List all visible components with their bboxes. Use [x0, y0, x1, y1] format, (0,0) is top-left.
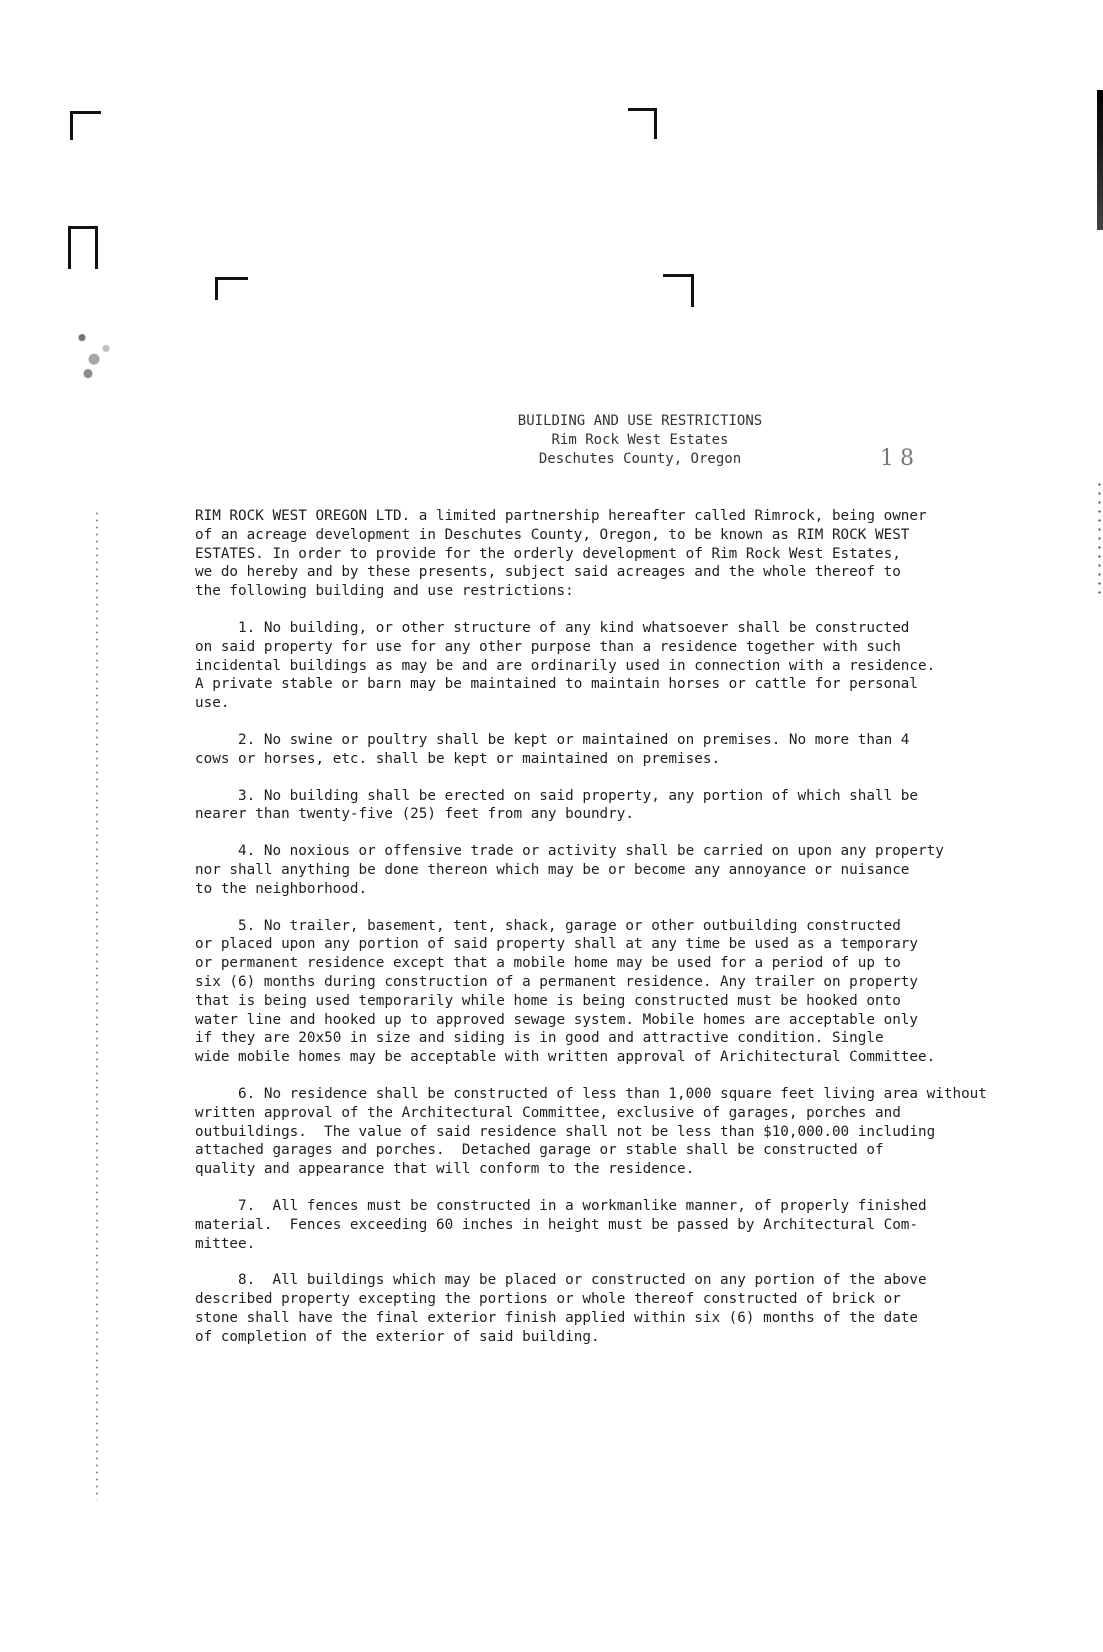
restriction-8	[195, 1271, 1055, 1346]
frame-mark-inner-left	[215, 277, 248, 300]
restriction-4	[195, 842, 1055, 898]
restriction-line: material. Fences exceeding 60 inches in height must be passed by Architectural Com-	[195, 1216, 919, 1233]
restriction-line: to the neighborhood.	[195, 880, 368, 897]
document-title: BUILDING AND USE RESTRICTIONS	[517, 413, 763, 429]
scan-dotted-edge	[96, 510, 98, 1500]
intro-line: the following building and use restrictions:	[195, 583, 574, 600]
paragraph-gap	[195, 1179, 1055, 1197]
paragraph-gap	[195, 899, 1055, 917]
restriction-line: wide mobile homes may be acceptable with written approval of Arichitectural Committee.	[195, 1049, 936, 1066]
paragraph-gap	[195, 769, 1055, 787]
restriction-line: 5. No trailer, basement, tent, shack, garage or other outbuilding constructed	[195, 917, 901, 934]
document-body	[195, 507, 1055, 1346]
frame-mark-top-left	[70, 111, 101, 140]
restriction-2	[195, 731, 1055, 769]
scan-right-edge	[1097, 90, 1103, 230]
restriction-line: 1. No building, or other structure of any kind whatsoever shall be constructed	[195, 619, 910, 636]
restriction-line: described property excepting the portions or whole thereof constructed of brick or	[195, 1291, 901, 1308]
restriction-line: use.	[195, 695, 230, 712]
recording-stamp: 18	[880, 446, 920, 471]
restriction-line: attached garages and porches. Detached garage or stable shall be constructed of	[195, 1142, 884, 1159]
restriction-line: of completion of the exterior of said building.	[195, 1328, 600, 1345]
intro-line: RIM ROCK WEST OREGON LTD. a limited partnership hereafter called Rimrock, being owner	[195, 508, 927, 524]
restriction-line: incidental buildings as may be and are ordinarily used in connection with a residence.	[195, 657, 936, 674]
frame-mark-bracket	[68, 226, 98, 269]
restriction-5	[195, 917, 1055, 1067]
restriction-6	[195, 1085, 1055, 1179]
restriction-line: 2. No swine or poultry shall be kept or maintained on premises. No more than 4	[195, 731, 910, 748]
restriction-line: that is being used temporarily while home is being constructed must be hooked onto	[195, 992, 901, 1009]
restriction-line: stone shall have the final exterior finish applied within six (6) months of the date	[195, 1309, 919, 1326]
paragraph-gap	[195, 1067, 1055, 1085]
restriction-line: 3. No building shall be erected on said property, any portion of which shall be	[195, 787, 919, 804]
paragraph-gap	[195, 601, 1055, 619]
estate-name: Rim Rock West Estates	[551, 432, 729, 448]
restriction-line: quality and appearance that will conform to the residence.	[195, 1161, 695, 1178]
intro-line: we do hereby and by these presents, subject said acreages and the whole thereof to	[195, 564, 901, 581]
intro-paragraph	[195, 507, 1055, 601]
paragraph-gap	[195, 713, 1055, 731]
restriction-line: written approval of the Architectural Committee, exclusive of garages, porches and	[195, 1104, 901, 1121]
frame-mark-inner-right	[663, 274, 694, 307]
restriction-line: water line and hooked up to approved sewage system. Mobile homes are acceptable only	[195, 1011, 919, 1028]
county-name: Deschutes County, Oregon	[538, 451, 742, 467]
restriction-line: 7. All fences must be constructed in a workmanlike manner, of properly finished	[195, 1197, 927, 1214]
intro-line: ESTATES. In order to provide for the orderly development of Rim Rock West Estates,	[195, 545, 901, 562]
restriction-line: six (6) months during construction of a permanent residence. Any trailer on property	[195, 973, 919, 990]
restriction-line: A private stable or barn may be maintained to maintain horses or cattle for personal	[195, 676, 919, 693]
frame-mark-top-right	[628, 108, 657, 139]
restriction-7	[195, 1197, 1055, 1253]
document-header	[440, 412, 840, 469]
restriction-line: 8. All buildings which may be placed or constructed on any portion of the above	[195, 1272, 927, 1289]
restriction-line: if they are 20x50 in size and siding is in good and attractive condition. Single	[195, 1030, 884, 1047]
intro-line: of an acreage development in Deschutes County, Oregon, to be known as RIM ROCK WEST	[195, 526, 910, 543]
restriction-line: or placed upon any portion of said property shall at any time be used as a temporary	[195, 936, 919, 953]
restriction-line: cows or horses, etc. shall be kept or maintained on premises.	[195, 750, 721, 767]
restriction-line: on said property for use for any other purpose than a residence together with such	[195, 638, 901, 655]
restriction-line: mittee.	[195, 1235, 256, 1252]
scan-right-edge-dots	[1098, 480, 1101, 600]
restriction-3	[195, 787, 1055, 825]
restriction-1	[195, 619, 1055, 713]
restriction-line: 6. No residence shall be constructed of less than 1,000 square feet living area without	[195, 1085, 987, 1102]
restriction-line: 4. No noxious or offensive trade or activity shall be carried on upon any property	[195, 843, 944, 860]
restriction-line: nor shall anything be done thereon which may be or become any annoyance or nuisance	[195, 861, 910, 878]
paragraph-gap	[195, 824, 1055, 842]
restriction-line: nearer than twenty-five (25) feet from any boundry.	[195, 806, 634, 823]
paragraph-gap	[195, 1253, 1055, 1271]
restriction-line: outbuildings. The value of said residence shall not be less than $10,000.00 including	[195, 1123, 936, 1140]
scan-smudge	[64, 316, 124, 388]
restriction-line: or permanent residence except that a mobile home may be used for a period of up to	[195, 955, 901, 972]
